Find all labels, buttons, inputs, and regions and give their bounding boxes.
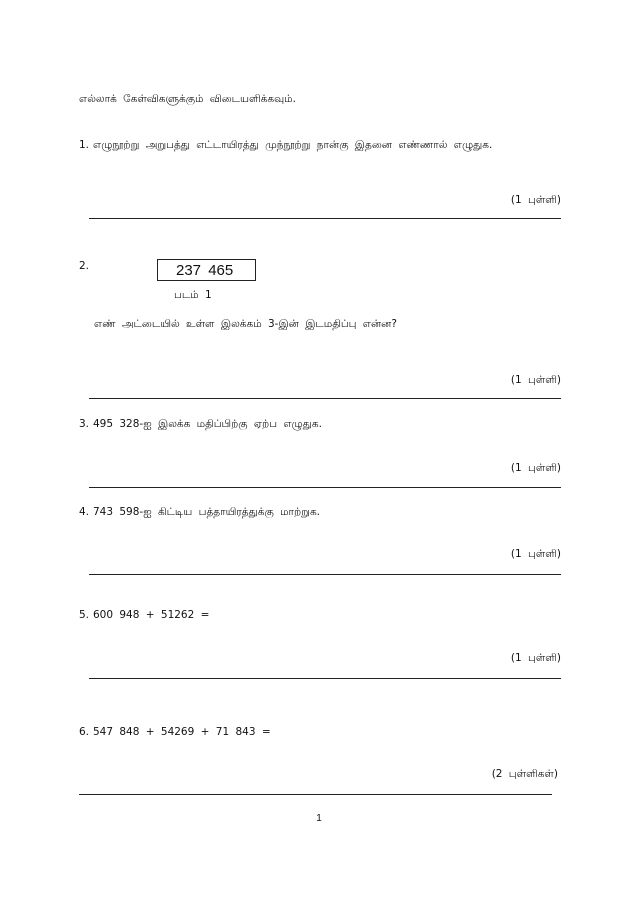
question-5-text: 600 948 + 51262 = bbox=[93, 609, 210, 621]
question-1-marks: (1 புள்ளி) bbox=[510, 194, 561, 206]
question-3-number: 3. bbox=[79, 418, 90, 430]
question-5-number: 5. bbox=[79, 609, 90, 621]
answer-line-3 bbox=[89, 487, 561, 488]
question-5-marks: (1 புள்ளி) bbox=[510, 652, 561, 664]
question-6-marks: (2 புள்ளிகள்) bbox=[491, 768, 558, 780]
question-3-marks: (1 புள்ளி) bbox=[510, 462, 561, 474]
answer-line-5 bbox=[89, 678, 561, 679]
question-6-text: 547 848 + 54269 + 71 843 = bbox=[93, 726, 271, 738]
figure-caption: படம் 1 bbox=[174, 289, 212, 301]
question-2-number: 2. bbox=[79, 260, 90, 272]
question-2-text: எண் அட்டையில் உள்ள இலக்கம் 3-இன் இடமதிப்பு என்ன? bbox=[94, 318, 397, 330]
question-3-text: 495 328-ஐ இலக்க மதிப்பிற்கு ஏற்ப எழுதுக. bbox=[93, 418, 322, 430]
answer-line-1 bbox=[89, 218, 561, 219]
answer-line-2 bbox=[89, 398, 561, 399]
question-2-marks: (1 புள்ளி) bbox=[510, 374, 561, 386]
answer-line-6 bbox=[79, 794, 552, 795]
question-6-number: 6. bbox=[79, 726, 90, 738]
question-1-text: எழுநூற்று அறுபத்து எட்டாயிரத்து முந்நூற்று நான்கு இதனை எண்ணால் எழுதுக. bbox=[93, 139, 493, 151]
number-card-box: 237 465 bbox=[157, 259, 256, 281]
question-4-number: 4. bbox=[79, 506, 90, 518]
question-4-text: 743 598-ஐ கிட்டிய பத்தாயிரத்துக்கு மாற்றுக. bbox=[93, 506, 320, 518]
question-1-number: 1. bbox=[79, 139, 90, 151]
instruction-text: எல்லாக் கேள்விகளுக்கும் விடையளிக்கவும். bbox=[79, 93, 296, 105]
answer-line-4 bbox=[89, 574, 561, 575]
page-number: 1 bbox=[316, 813, 322, 824]
question-4-marks: (1 புள்ளி) bbox=[510, 548, 561, 560]
